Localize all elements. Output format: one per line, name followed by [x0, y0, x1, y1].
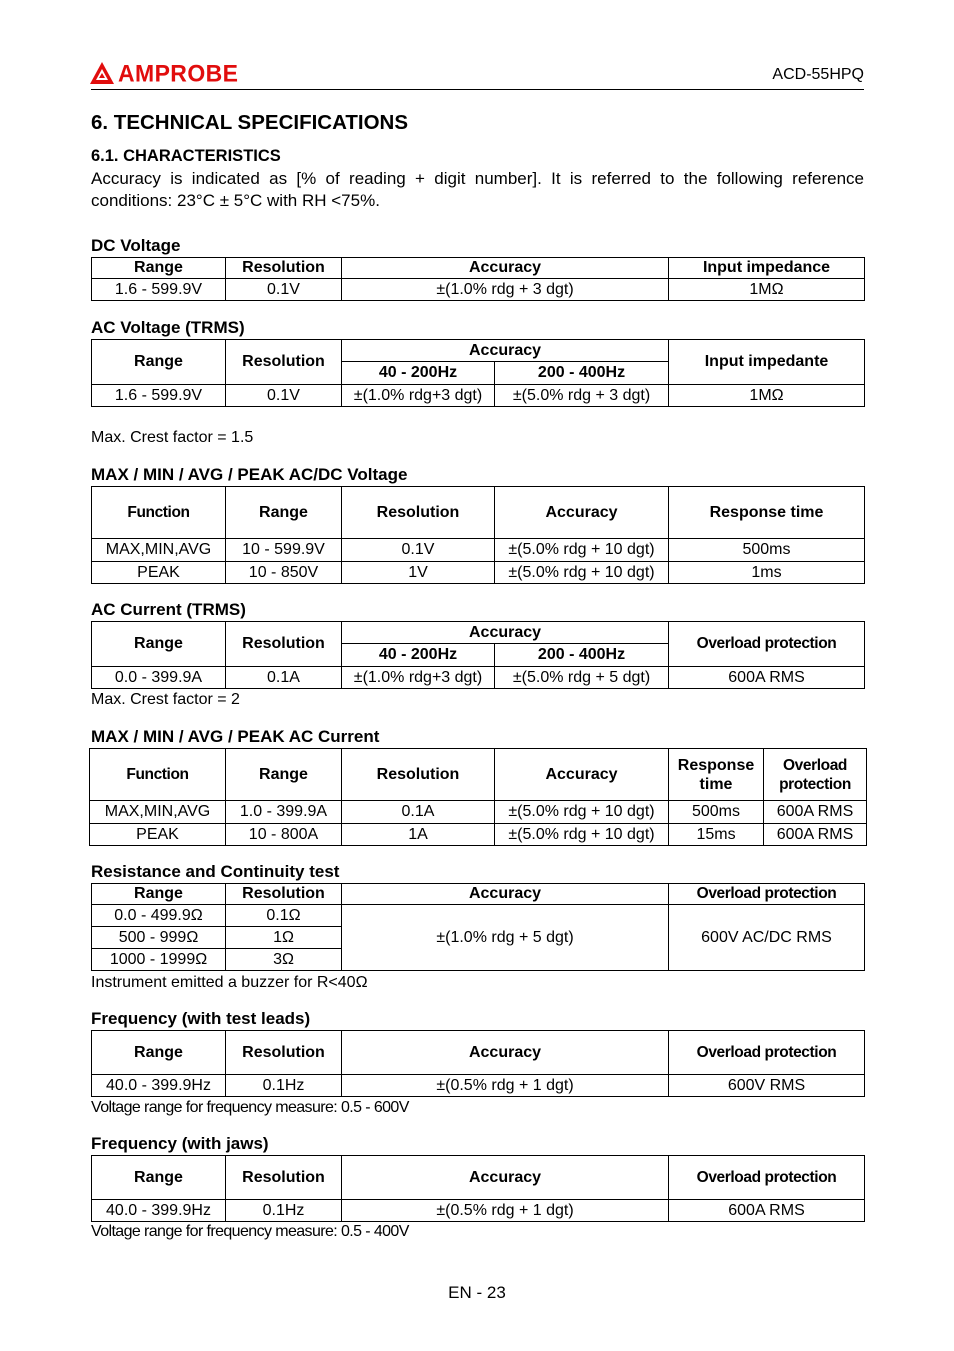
dc-voltage-caption: DC Voltage — [91, 236, 181, 255]
resistance-caption: Resistance and Continuity test — [91, 862, 340, 881]
table-cell: ±(1.0% rdg + 3 dgt) — [342, 279, 669, 301]
col-header: Input impedante — [669, 340, 865, 385]
col-header: Resolution — [226, 1156, 342, 1200]
col-header: Resolution — [226, 884, 342, 905]
table-row — [92, 279, 865, 301]
table-cell: ±(5.0% rdg + 10 dgt) — [495, 562, 669, 584]
header-divider — [91, 89, 864, 90]
col-header: Accuracy — [342, 1156, 669, 1200]
col-header: Range — [92, 1156, 226, 1200]
table-cell: 600V AC/DC RMS — [669, 905, 865, 971]
table-cell: ±(5.0% rdg + 10 dgt) — [495, 539, 669, 562]
intro-paragraph: Accuracy is indicated as [% of reading + digit number]. It is referred to the following reference conditions: 23°C ± 5°C with RH <75%. — [91, 169, 864, 210]
table-cell: ±(1.0% rdg+3 dgt) — [342, 667, 495, 689]
col-header: Resolution — [226, 258, 342, 279]
sub-header: 200 - 400Hz — [495, 644, 669, 667]
col-header: Resolution — [226, 1031, 342, 1075]
col-header: Range — [92, 258, 226, 279]
col-header: Function — [92, 487, 226, 539]
section-title: 6. TECHNICAL SPECIFICATIONS — [91, 111, 409, 134]
table-cell: 40.0 - 399.9Hz — [92, 1075, 226, 1097]
table-cell: ±(5.0% rdg + 3 dgt) — [495, 385, 669, 407]
col-header: Accuracy — [495, 487, 669, 539]
max-current-table — [89, 748, 867, 846]
ac-current-table — [91, 621, 865, 689]
max-voltage-table — [91, 486, 865, 584]
table-cell: ±(1.0% rdg + 5 dgt) — [342, 905, 669, 971]
table-cell: PEAK — [92, 562, 226, 584]
table-cell: 600A RMS — [764, 824, 867, 846]
freq-jaws-caption: Frequency (with jaws) — [91, 1134, 269, 1153]
dc-voltage-table — [91, 257, 865, 301]
table-cell: 10 - 850V — [226, 562, 342, 584]
table-row — [92, 1200, 865, 1222]
model-number: ACD-55HPQ — [772, 66, 864, 83]
page-number: EN - 23 — [448, 1283, 506, 1302]
table-cell: 10 - 800A — [226, 824, 342, 846]
table-cell: 1ms — [669, 562, 865, 584]
table-cell: 1MΩ — [669, 279, 865, 301]
table-cell: 3Ω — [226, 949, 342, 971]
table-cell: ±(1.0% rdg+3 dgt) — [342, 385, 495, 407]
col-header: Resolution — [226, 340, 342, 385]
ac-voltage-table — [91, 339, 865, 407]
brand-name: AMPROBE — [118, 58, 239, 87]
col-header: Function — [90, 749, 226, 801]
subsection-title: 6.1. CHARACTERISTICS — [91, 147, 281, 165]
freq-leads-caption: Frequency (with test leads) — [91, 1009, 311, 1028]
max-voltage-caption: MAX / MIN / AVG / PEAK AC/DC Voltage — [91, 465, 408, 484]
table-cell: ±(0.5% rdg + 1 dgt) — [342, 1200, 669, 1222]
sub-header: 40 - 200Hz — [342, 644, 495, 667]
table-cell: MAX,MIN,AVG — [90, 801, 226, 824]
freq-leads-table — [91, 1030, 865, 1097]
col-header: Accuracy — [342, 1031, 669, 1075]
freq-leads-note: Voltage range for frequency measure: 0.5 - 600V — [91, 1099, 409, 1116]
resistance-table — [91, 883, 865, 971]
col-header: Range — [92, 340, 226, 385]
col-header: Resolution — [342, 487, 495, 539]
table-row — [92, 1075, 865, 1097]
col-header: Input impedance — [669, 258, 865, 279]
col-header: Overload protection — [669, 884, 865, 905]
table-row — [92, 385, 865, 407]
table-cell: 1A — [342, 824, 495, 846]
col-header: Range — [92, 884, 226, 905]
table-cell: 500 - 999Ω — [92, 927, 226, 949]
col-header: Overload protection — [764, 749, 867, 801]
ac-voltage-note: Max. Crest factor = 1.5 — [91, 429, 254, 446]
table-row — [92, 562, 865, 584]
col-header: Range — [226, 487, 342, 539]
table-cell: 0.1A — [342, 801, 495, 824]
table-cell: 0.1Hz — [226, 1075, 342, 1097]
col-header: Response time — [669, 487, 865, 539]
col-header: Overload protection — [669, 1156, 865, 1200]
table-cell: PEAK — [90, 824, 226, 846]
freq-jaws-table — [91, 1155, 865, 1222]
col-header: Resolution — [226, 622, 342, 667]
table-cell: 10 - 599.9V — [226, 539, 342, 562]
table-cell: 600A RMS — [669, 667, 865, 689]
table-cell: 0.1Hz — [226, 1200, 342, 1222]
table-row — [92, 905, 865, 927]
table-cell: 600V RMS — [669, 1075, 865, 1097]
table-cell: 0.1A — [226, 667, 342, 689]
table-cell: ±(5.0% rdg + 10 dgt) — [495, 801, 669, 824]
ac-voltage-caption: AC Voltage (TRMS) — [91, 318, 245, 337]
resistance-note: Instrument emitted a buzzer for R<40Ω — [91, 974, 368, 991]
table-cell: 600A RMS — [764, 801, 867, 824]
table-cell: ±(5.0% rdg + 10 dgt) — [495, 824, 669, 846]
table-row — [92, 667, 865, 689]
col-header: Accuracy — [342, 340, 669, 362]
table-cell: 1.0 - 399.9A — [226, 801, 342, 824]
table-cell: 1.6 - 599.9V — [92, 279, 226, 301]
table-cell: 0.1V — [226, 385, 342, 407]
table-cell: 1000 - 1999Ω — [92, 949, 226, 971]
col-header: Accuracy — [342, 258, 669, 279]
table-cell: 500ms — [669, 801, 764, 824]
col-header: Range — [226, 749, 342, 801]
table-cell: 40.0 - 399.9Hz — [92, 1200, 226, 1222]
table-cell: 0.1V — [226, 279, 342, 301]
col-header: Range — [92, 622, 226, 667]
col-header: Overload protection — [669, 1031, 865, 1075]
table-cell: 1Ω — [226, 927, 342, 949]
table-cell: 0.1Ω — [226, 905, 342, 927]
sub-header: 40 - 200Hz — [342, 362, 495, 385]
ac-current-note: Max. Crest factor = 2 — [91, 691, 240, 708]
table-row — [92, 539, 865, 562]
amprobe-triangle-icon — [89, 61, 115, 85]
table-cell: 500ms — [669, 539, 865, 562]
ac-current-caption: AC Current (TRMS) — [91, 600, 246, 619]
table-cell: ±(0.5% rdg + 1 dgt) — [342, 1075, 669, 1097]
col-header: Resolution — [342, 749, 495, 801]
table-cell: 0.1V — [342, 539, 495, 562]
col-header: Overload protection — [669, 622, 865, 667]
table-cell: 15ms — [669, 824, 764, 846]
col-header: Accuracy — [342, 884, 669, 905]
table-row — [90, 801, 867, 824]
table-cell: 1V — [342, 562, 495, 584]
table-cell: 0.0 - 499.9Ω — [92, 905, 226, 927]
table-cell: 1.6 - 599.9V — [92, 385, 226, 407]
col-header: Accuracy — [342, 622, 669, 644]
table-cell: 600A RMS — [669, 1200, 865, 1222]
brand-logo — [89, 58, 238, 88]
table-row — [90, 824, 867, 846]
col-header: Accuracy — [495, 749, 669, 801]
table-cell: MAX,MIN,AVG — [92, 539, 226, 562]
col-header: Range — [92, 1031, 226, 1075]
col-header: Response time — [669, 749, 764, 801]
table-cell: ±(5.0% rdg + 5 dgt) — [495, 667, 669, 689]
table-cell: 1MΩ — [669, 385, 865, 407]
sub-header: 200 - 400Hz — [495, 362, 669, 385]
max-current-caption: MAX / MIN / AVG / PEAK AC Current — [91, 727, 380, 746]
freq-jaws-note: Voltage range for frequency measure: 0.5 - 400V — [91, 1223, 409, 1240]
table-cell: 0.0 - 399.9A — [92, 667, 226, 689]
